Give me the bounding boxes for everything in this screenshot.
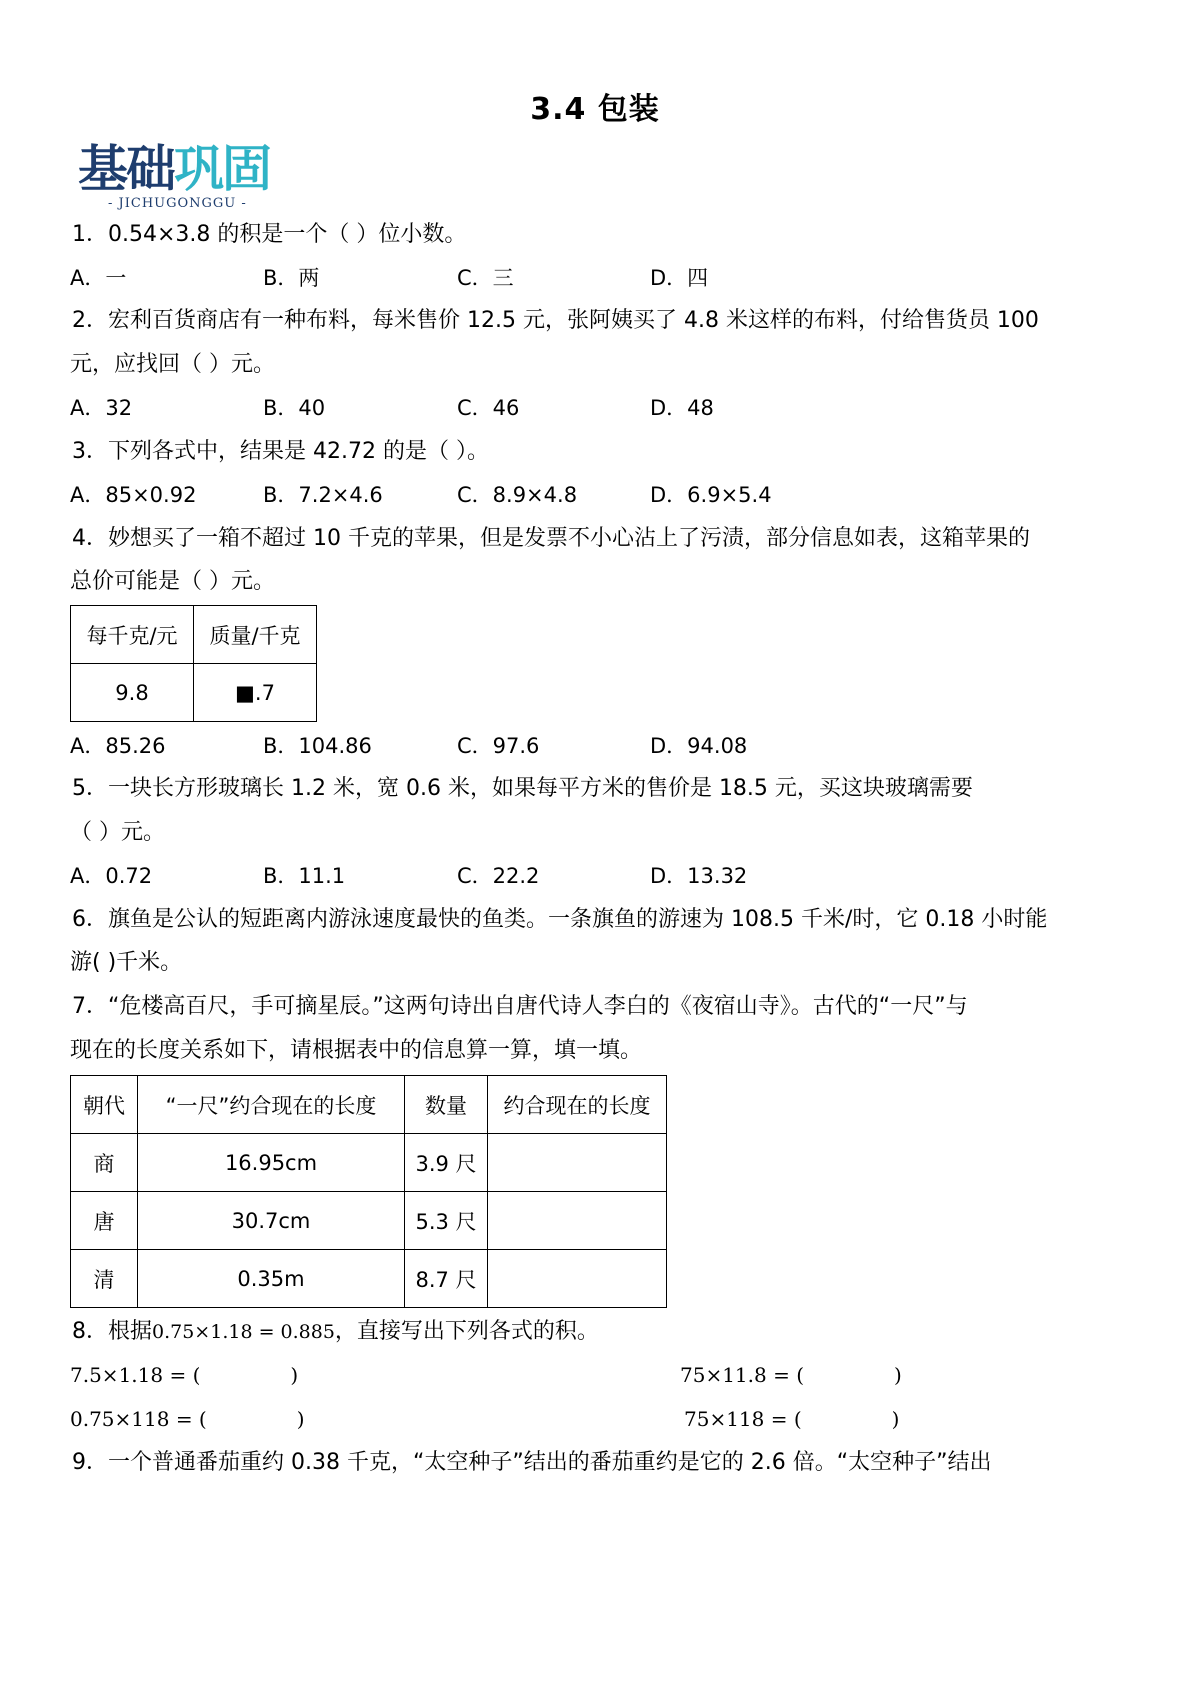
question-9-line-1: 9．一个普通番茄重约 0.38 千克，“太空种子”结出的番茄重约是它的 2.6 倍。“太空种子”结出 (72, 1450, 992, 1475)
length-table-cell: 商 (71, 1134, 138, 1192)
q8-suffix: ，直接写出下列各式的积。 (334, 1319, 599, 1344)
length-table-header: 约合现在的长度 (488, 1076, 667, 1134)
q4-option-d: D．94.08 (650, 734, 748, 758)
question-8-text (72, 1317, 599, 1347)
page-title: 3.4 包装 (530, 92, 660, 127)
question-2-line-1: 2．宏利百货商店有一种布料，每米售价 12.5 元，张阿姨买了 4.8 米这样的布料，付给售货员 100 (72, 308, 1039, 333)
question-3-text: 3．下列各式中，结果是 42.72 的是（ ）。 (72, 439, 489, 464)
banner-heading (78, 140, 270, 198)
q2-option-a: A．32 (70, 396, 133, 420)
banner-heading-dark: 基础 (78, 140, 174, 198)
q8-equation-3: 0.75×118 = ( ) (70, 1407, 305, 1431)
q5-option-b: B．11.1 (263, 864, 346, 888)
q8-equation-2: 75×11.8 = ( ) (680, 1363, 902, 1387)
q1-option-c: C．三 (457, 266, 514, 290)
answer-cell[interactable] (488, 1134, 667, 1192)
table-row (71, 1192, 667, 1250)
length-table-header: 数量 (405, 1076, 488, 1134)
q4-option-a: A．85.26 (70, 734, 166, 758)
length-table (70, 1075, 667, 1308)
q2-option-d: D．48 (650, 396, 714, 420)
question-6-line-2: 游( )千米。 (70, 950, 183, 975)
length-table-cell: 8.7 尺 (405, 1250, 488, 1308)
q3-option-d: D．6.9×5.4 (650, 483, 772, 507)
q2-option-b: B．40 (263, 396, 326, 420)
banner-subtitle: - JICHUGONGGU - (108, 196, 247, 211)
question-7-line-1: 7．“危楼高百尺，手可摘星辰。”这两句诗出自唐代诗人李白的《夜宿山寺》。古代的“一尺”与 (72, 994, 968, 1019)
answer-cell[interactable] (488, 1250, 667, 1308)
question-1-text: 1．0.54×3.8 的积是一个（ ）位小数。 (72, 222, 467, 247)
table-row (71, 1134, 667, 1192)
question-4-line-2: 总价可能是（ ）元。 (70, 569, 275, 594)
question-5-line-1: 5．一块长方形玻璃长 1.2 米，宽 0.6 米，如果每平方米的售价是 18.5 元，买这块玻璃需要 (72, 776, 973, 801)
price-table-header: 质量/千克 (194, 606, 317, 664)
q1-option-d: D．四 (650, 266, 709, 290)
banner-heading-light: 巩固 (174, 140, 270, 198)
length-table-cell: 0.35m (138, 1250, 405, 1308)
q5-option-d: D．13.32 (650, 864, 748, 888)
length-table-cell: 16.95cm (138, 1134, 405, 1192)
price-table-header: 每千克/元 (71, 606, 194, 664)
price-table-cell: 9.8 (71, 664, 194, 722)
q2-option-c: C．46 (457, 396, 520, 420)
table-row (71, 1250, 667, 1308)
section-banner (78, 140, 288, 214)
question-6-line-1: 6．旗鱼是公认的短距离内游泳速度最快的鱼类。一条旗鱼的游速为 108.5 千米/时，它 0.18 小时能 (72, 907, 1048, 932)
question-7-line-2: 现在的长度关系如下，请根据表中的信息算一算，填一填。 (70, 1038, 643, 1063)
q1-option-b: B．两 (263, 266, 320, 290)
question-5-line-2: （ ）元。 (70, 820, 165, 845)
q8-prefix: 8．根据 (72, 1319, 152, 1344)
answer-cell[interactable] (488, 1192, 667, 1250)
q5-option-a: A．0.72 (70, 864, 153, 888)
length-table-cell: 30.7cm (138, 1192, 405, 1250)
q5-option-c: C．22.2 (457, 864, 540, 888)
q3-option-c: C．8.9×4.8 (457, 483, 578, 507)
price-table (70, 605, 317, 722)
q4-option-c: C．97.6 (457, 734, 540, 758)
length-table-cell: 5.3 尺 (405, 1192, 488, 1250)
q8-equation-4: 75×118 = ( ) (684, 1407, 900, 1431)
question-2-line-2: 元，应找回（ ）元。 (70, 352, 275, 377)
q8-equation-1: 7.5×1.18 = ( ) (70, 1363, 299, 1387)
price-table-cell: ■.7 (194, 664, 317, 722)
length-table-cell: 3.9 尺 (405, 1134, 488, 1192)
q3-option-b: B．7.2×4.6 (263, 483, 383, 507)
length-table-cell: 唐 (71, 1192, 138, 1250)
q3-option-a: A．85×0.92 (70, 483, 197, 507)
q1-option-a: A．一 (70, 266, 127, 290)
length-table-cell: 清 (71, 1250, 138, 1308)
q8-given-equation: 0.75×1.18 = 0.885 (152, 1321, 335, 1343)
q4-option-b: B．104.86 (263, 734, 372, 758)
question-4-line-1: 4．妙想买了一箱不超过 10 千克的苹果，但是发票不小心沾上了污渍，部分信息如表，这箱苹果的 (72, 526, 1030, 551)
length-table-header: 朝代 (71, 1076, 138, 1134)
length-table-header: “一尺”约合现在的长度 (138, 1076, 405, 1134)
